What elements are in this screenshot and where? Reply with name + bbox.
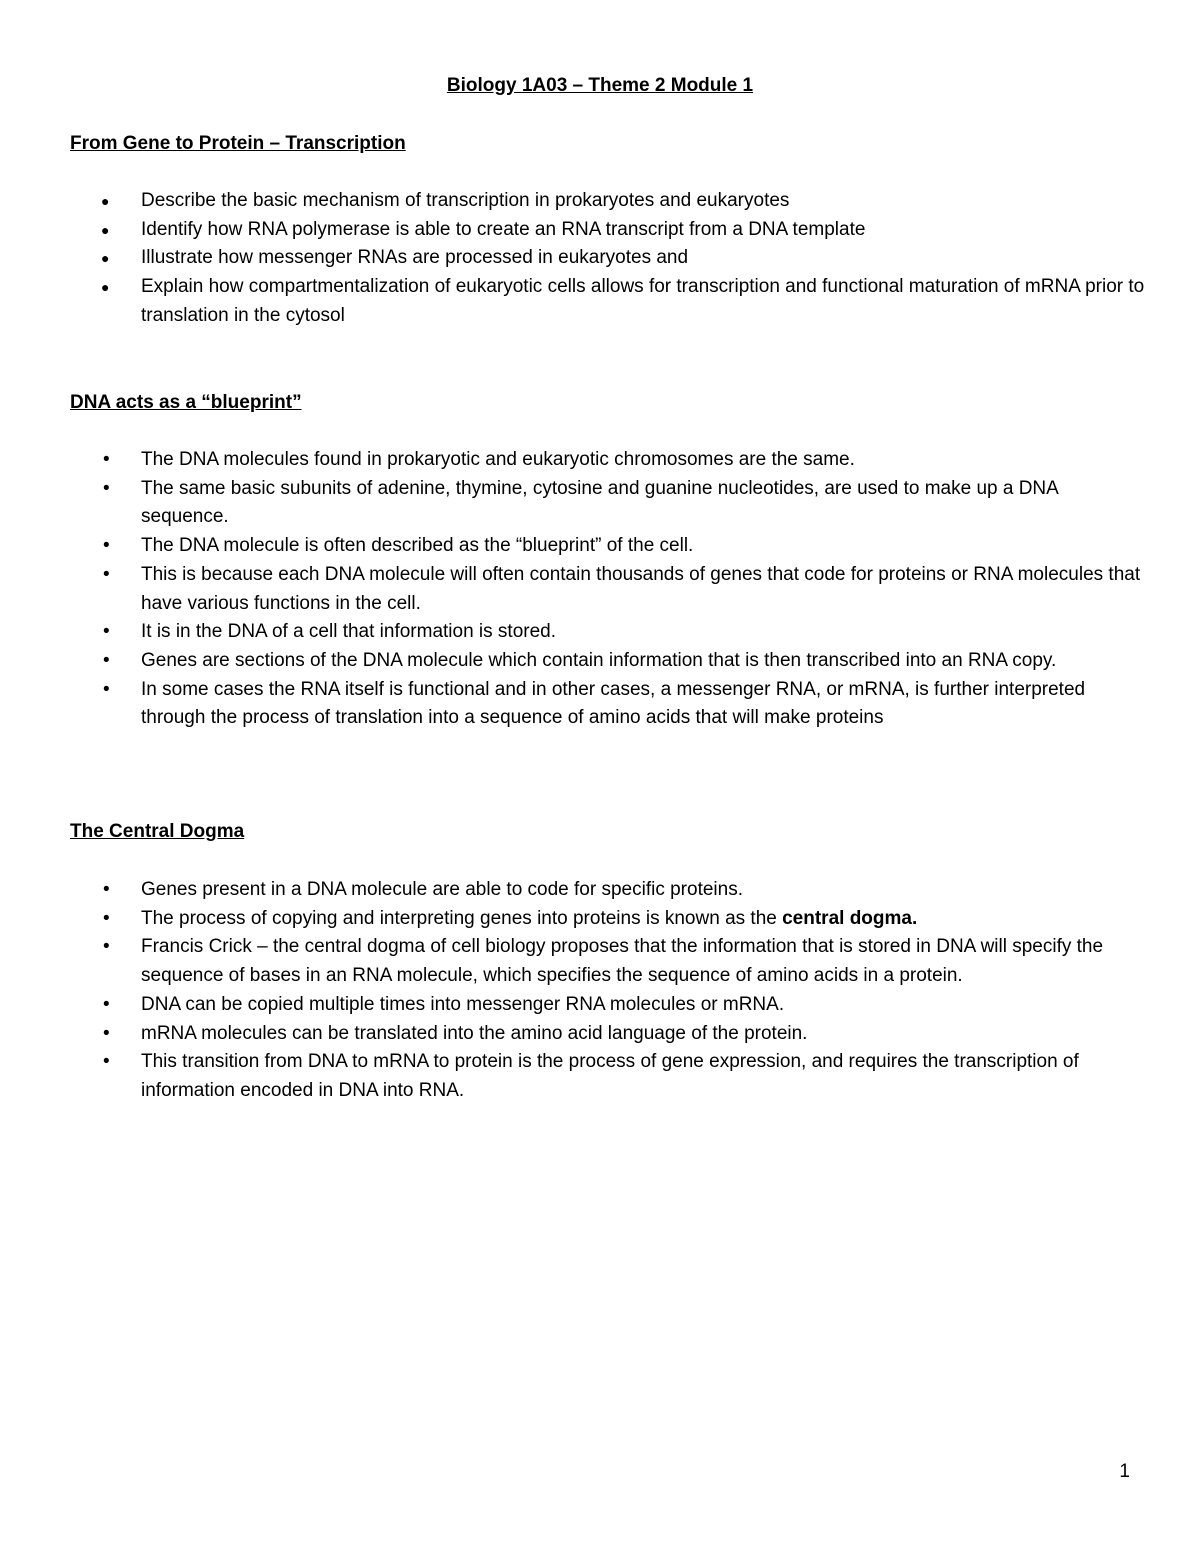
section-heading-blueprint: DNA acts as a “blueprint” <box>70 392 302 413</box>
list-item <box>70 905 1145 934</box>
list-item-punctuation: . <box>911 907 918 929</box>
list-item-text: The process of copying and interpreting genes into proteins is known as the <box>141 907 783 929</box>
blueprint-list <box>70 446 1145 733</box>
document-title: Biology 1A03 – Theme 2 Module 1 <box>446 75 754 96</box>
list-item: • It is in the DNA of a cell that information is stored. <box>70 618 1145 647</box>
list-item: • This is because each DNA molecule will often contain thousands of genes that code for proteins or RNA molecules that have various functions in the cell. <box>70 561 1145 618</box>
section-heading-central-dogma: The Central Dogma <box>70 821 245 842</box>
list-item: ● Illustrate how messenger RNAs are processed in eukaryotes and <box>70 244 1145 273</box>
list-item: • The same basic subunits of adenine, thymine, cytosine and guanine nucleotides, are used to make up a DNA sequence. <box>70 475 1145 532</box>
key-term: central dogma <box>782 907 912 929</box>
list-item: ● Describe the basic mechanism of transcription in prokaryotes and eukaryotes <box>70 187 1145 216</box>
list-item: • DNA can be copied multiple times into messenger RNA molecules or mRNA. <box>70 991 1145 1020</box>
list-item: • The DNA molecules found in prokaryotic and eukaryotic chromosomes are the same. <box>70 446 1145 475</box>
list-item: • mRNA molecules can be translated into the amino acid language of the protein. <box>70 1020 1145 1049</box>
list-item: ● Identify how RNA polymerase is able to create an RNA transcript from a DNA template <box>70 216 1145 245</box>
section-heading-objectives: From Gene to Protein – Transcription <box>70 133 406 154</box>
objectives-list <box>70 187 1145 331</box>
central-dogma-list <box>70 876 1145 1106</box>
page-number: 1 <box>1119 1461 1130 1482</box>
list-item: • Genes present in a DNA molecule are able to code for specific proteins. <box>70 876 1145 905</box>
list-item: • In some cases the RNA itself is functional and in other cases, a messenger RNA, or mRNA, is further interpreted through the process of translation into a sequence of amino acids that will make proteins <box>70 676 1145 733</box>
list-item: ● Explain how compartmentalization of eukaryotic cells allows for transcription and functional maturation of mRNA prior to translation in the cytosol <box>70 273 1145 330</box>
list-item: • The DNA molecule is often described as the “blueprint” of the cell. <box>70 532 1145 561</box>
list-item: • This transition from DNA to mRNA to protein is the process of gene expression, and requires the transcription of information encoded in DNA into RNA. <box>70 1048 1145 1105</box>
list-item: • Genes are sections of the DNA molecule which contain information that is then transcribed into an RNA copy. <box>70 647 1145 676</box>
list-item: • Francis Crick – the central dogma of cell biology proposes that the information that is stored in DNA will specify the sequence of bases in an RNA molecule, which specifies the sequence of amino acids in a protein. <box>70 933 1145 990</box>
